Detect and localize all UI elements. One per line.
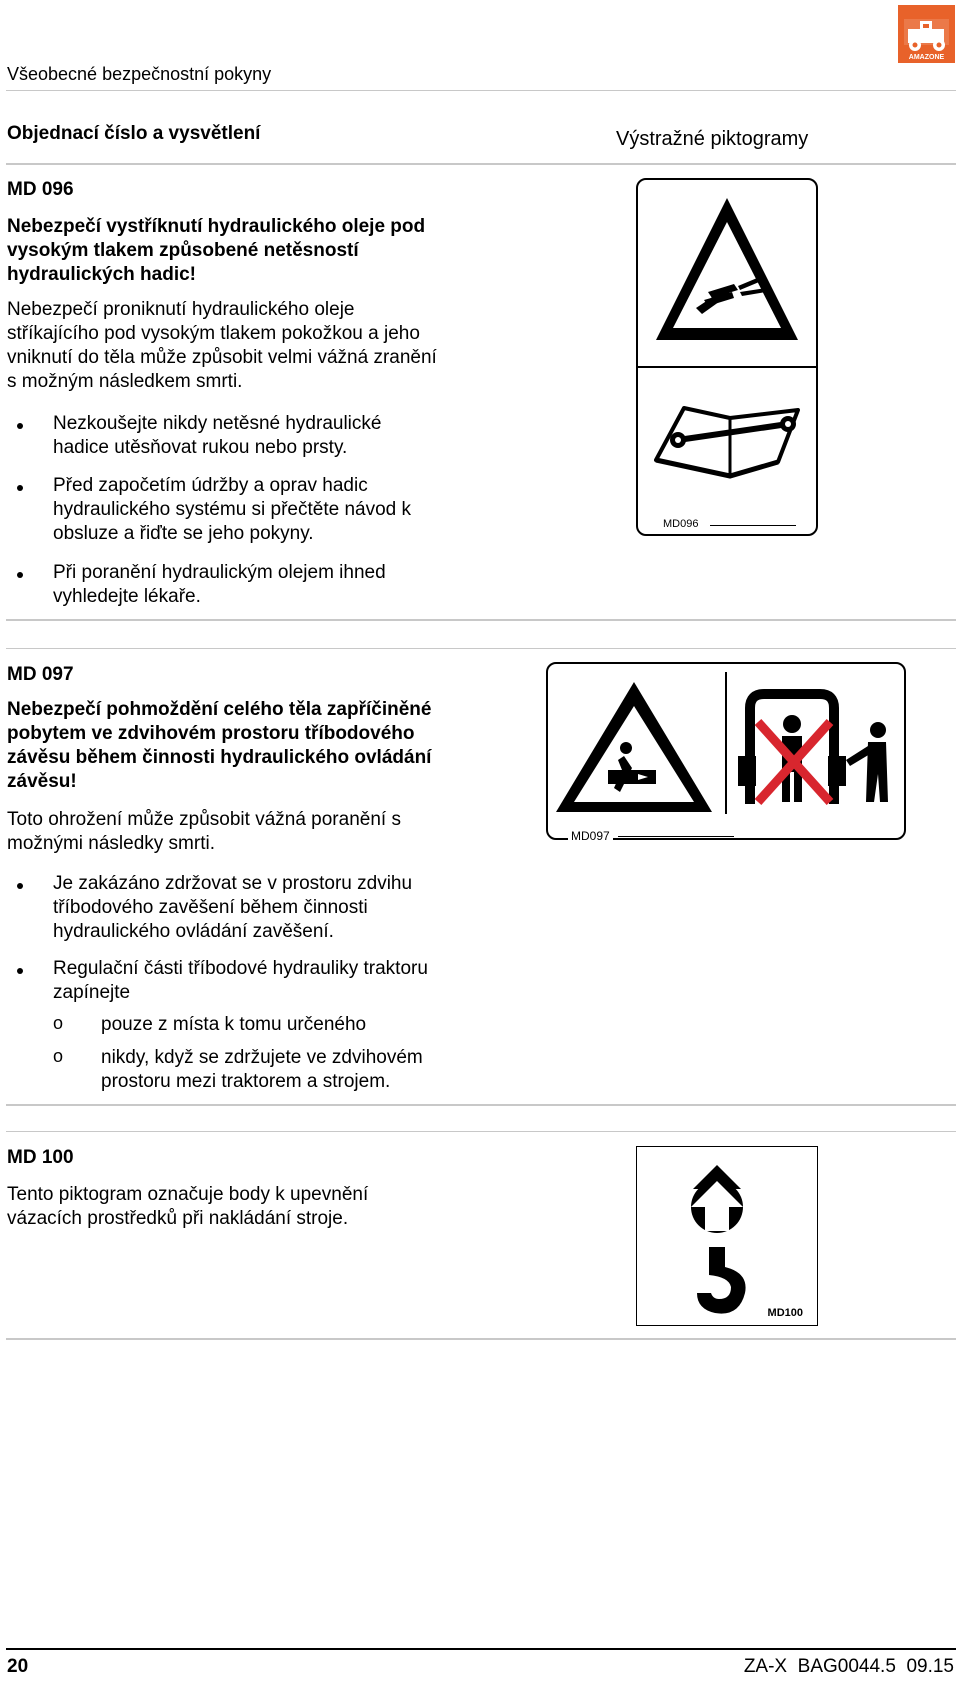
crush-hazard-warning-icon <box>548 664 724 814</box>
md097-subbullet-marker: ο <box>53 1046 64 1066</box>
right-column-heading: Výstražné piktogramy <box>616 128 809 150</box>
section-rule <box>6 1104 956 1106</box>
md096-hazard: Nebezpečí vystříknutí hydraulického oleje pod vysokým tlakem způsobené netěsností hydraulických hadic! <box>7 216 426 285</box>
md097-bullet-2: Regulační části tříbodové hydrauliky traktoru zapínejte <box>53 958 428 1003</box>
no-person-in-lift-zone-icon <box>728 664 904 814</box>
md100-description: Tento piktogram označuje body k upevnění vázacích prostředků při nakládání stroje. <box>7 1184 369 1229</box>
md097-sign <box>546 662 906 843</box>
footer-rule <box>6 1648 956 1650</box>
sign-label-line <box>618 836 734 837</box>
md097-hazard: Nebezpečí pohmoždění celého těla zapříčiněné pobytem ve zdvihovém prostoru tříbodového závěsu během činnosti hydraulického ovládání závěsu! <box>7 699 432 792</box>
md097-consequence: Toto ohrožení může způsobit vážná poranění s možnými následky smrti. <box>7 809 401 854</box>
document-reference: ZA-X BAG0044.5 09.15 <box>743 1656 954 1677</box>
md096-bullet-2: Před započetím údržby a oprav hadic hydraulického systému si přečtěte návod k obsluze a řiďte se jeho pokyny. <box>53 475 412 544</box>
md096-bullet-1: Nezkoušejte nikdy netěsné hydraulické hadice utěsňovat rukou nebo prsty. <box>53 413 382 458</box>
md097-bullet-1: Je zakázáno zdržovat se v prostoru zdvihu tříbodového zavěšení během činnosti hydraulického ovládání zavěšení. <box>53 873 413 942</box>
amazone-logo <box>898 5 955 63</box>
section-rule <box>6 619 956 621</box>
md097-subbullet-marker: ο <box>53 1013 64 1033</box>
header-rule <box>6 90 956 91</box>
md096-consequence: Nebezpečí proniknutí hydraulického oleje stříkajícího pod vysokým tlakem pokožkou a jeho vniknutí do těla může způsobit velmi vážná zranění s možným následkem smrti. <box>7 299 437 392</box>
header-title: Všeobecné bezpečnostní pokyny <box>7 64 272 84</box>
md100-sign-label: MD100 <box>767 1307 803 1319</box>
md097-bullet-dot <box>17 883 23 889</box>
md097-subbullet-1: pouze z místa k tomu určeného <box>101 1014 367 1035</box>
hydraulic-injection-warning-icon <box>638 180 816 366</box>
section-rule <box>6 1338 956 1340</box>
md097-subbullet-2: nikdy, když se zdržujete ve zdvihovém prostoru mezi traktorem a strojem. <box>101 1047 423 1092</box>
md097-code: MD 097 <box>7 664 74 685</box>
sign-divider <box>725 672 727 814</box>
heading-rule <box>6 163 956 165</box>
md096-bullet-dot <box>17 572 23 578</box>
section-rule <box>6 1131 956 1132</box>
md100-sign <box>636 1146 818 1326</box>
md097-sign-label: MD097 <box>568 829 613 843</box>
page-number: 20 <box>7 1656 29 1677</box>
md096-bullet-dot <box>17 423 23 429</box>
sign-divider <box>638 366 816 368</box>
md100-code: MD 100 <box>7 1147 74 1168</box>
md096-code: MD 096 <box>7 179 74 200</box>
md097-bullet-dot <box>17 968 23 974</box>
left-column-heading: Objednací číslo a vysvětlení <box>7 123 261 144</box>
logo-text: AMAZONE <box>908 54 945 61</box>
read-manual-wrench-icon <box>638 390 816 510</box>
md096-bullet-3: Při poranění hydraulickým olejem ihned vyhledejte lékaře. <box>53 562 386 607</box>
md096-sign-label: MD096 <box>660 518 701 530</box>
md096-sign <box>636 178 818 536</box>
md096-bullet-dot <box>17 485 23 491</box>
section-rule <box>6 648 956 649</box>
lifting-hook-icon <box>637 1147 817 1325</box>
sign-label-line <box>710 525 796 526</box>
